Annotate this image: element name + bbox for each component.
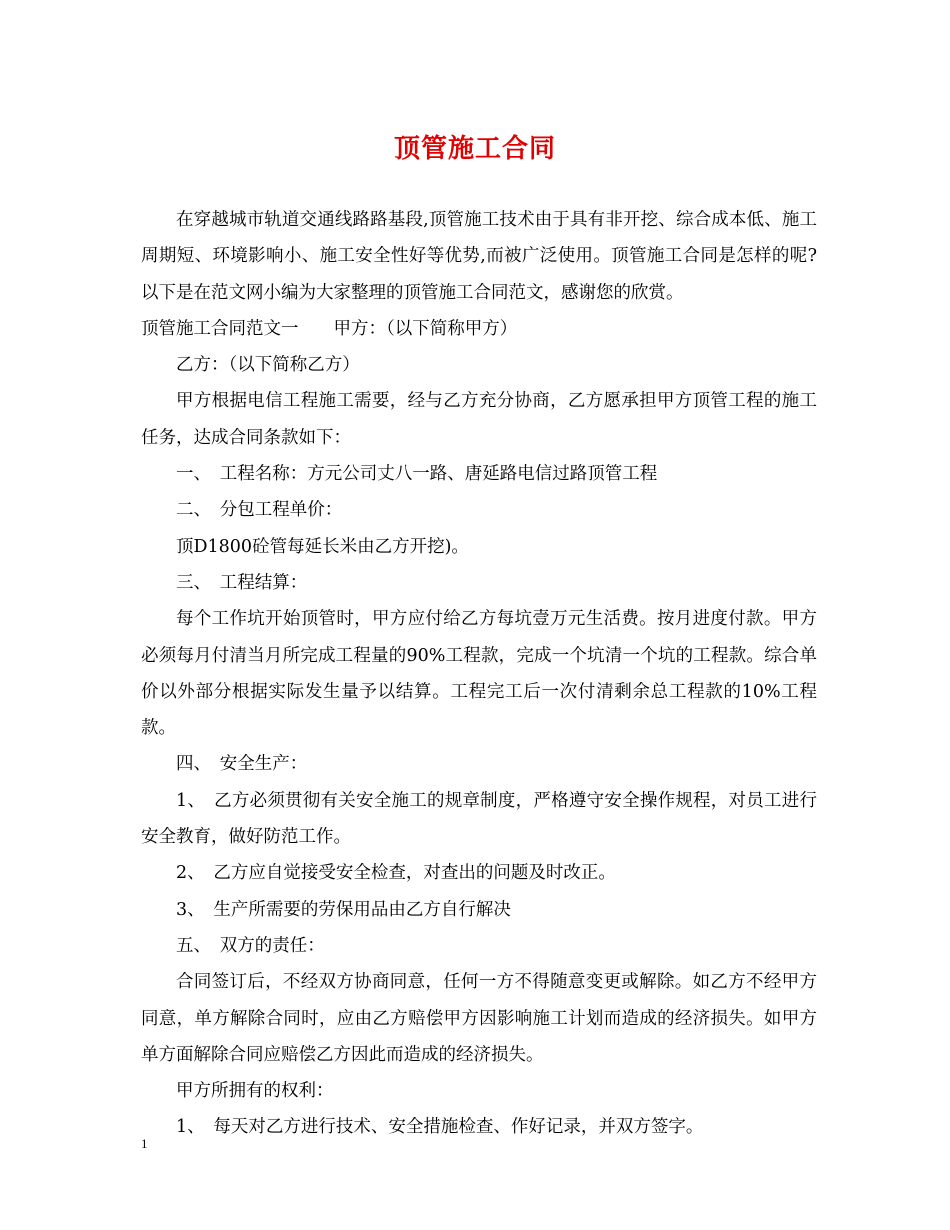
clause-2-price: 顶D1800砼管每延长米由乙方开挖)。: [176, 536, 469, 557]
clause-1-project-name: 一、 工程名称：方元公司丈八一路、唐延路电信过路顶管工程: [176, 464, 658, 485]
clause-4-item-2: 2、 乙方应自觉接受安全检查，对查出的问题及时改正。: [176, 863, 616, 884]
clause-4-item-1: 1、 乙方必须贯彻有关安全施工的规章制度，严格遵守安全操作规程，对员工进行安全教育，做好防范工作。: [141, 790, 817, 848]
document-title: 顶管施工合同: [393, 134, 556, 164]
contract-heading-party-a: 顶管施工合同范文一 甲方：（以下简称甲方）: [141, 318, 518, 339]
page-number: 1: [141, 1136, 148, 1151]
document-body: [141, 202, 817, 1146]
clause-4-item-3: 3、 生产所需要的劳保用品由乙方自行解决: [176, 899, 511, 920]
party-a-rights-item-1: 1、 每天对乙方进行技术、安全措施检查、作好记录，并双方签字。: [176, 1117, 704, 1138]
party-b-line: 乙方：（以下简称乙方）: [176, 355, 360, 376]
clause-4-heading: 四、 安全生产：: [176, 754, 308, 775]
clause-3-heading: 三、 工程结算：: [176, 572, 308, 593]
agreement-intro: 甲方根据电信工程施工需要，经与乙方充分协商，乙方愿承担甲方顶管工程的施工任务，达成合同条款如下：: [141, 391, 817, 448]
clause-5-responsibility: 合同签订后，不经双方协商同意，任何一方不得随意变更或解除。如乙方不经甲方同意，单方解除合同时，应由乙方赔偿甲方因影响施工计划而造成的经济损失。如甲方单方面解除合同应赔偿乙方因此而造成的经济损失。: [141, 972, 817, 1065]
clause-5-heading: 五、 双方的责任：: [176, 935, 325, 956]
party-a-rights-heading: 甲方所拥有的权利：: [176, 1081, 334, 1102]
clause-3-settlement: 每个工作坑开始顶管时，甲方应付给乙方每坑壹万元生活费。按月进度付款。甲方必须每月付清当月所完成工程量的90%工程款，完成一个坑清一个坑的工程款。综合单价以外部分根据实际发生量予以结算。工程完工后一次付清剩余总工程款的10%工程款。: [141, 609, 817, 739]
clause-2-heading: 二、 分包工程单价：: [176, 500, 343, 521]
intro-paragraph: 在穿越城市轨道交通线路路基段,顶管施工技术由于具有非开挖、综合成本低、施工周期短、环境影响小、施工安全性好等优势,而被广泛使用。顶管施工合同是怎样的呢?以下是在范文网小编为大家整理的顶管施工合同范文，感谢您的欣赏。: [141, 210, 817, 303]
